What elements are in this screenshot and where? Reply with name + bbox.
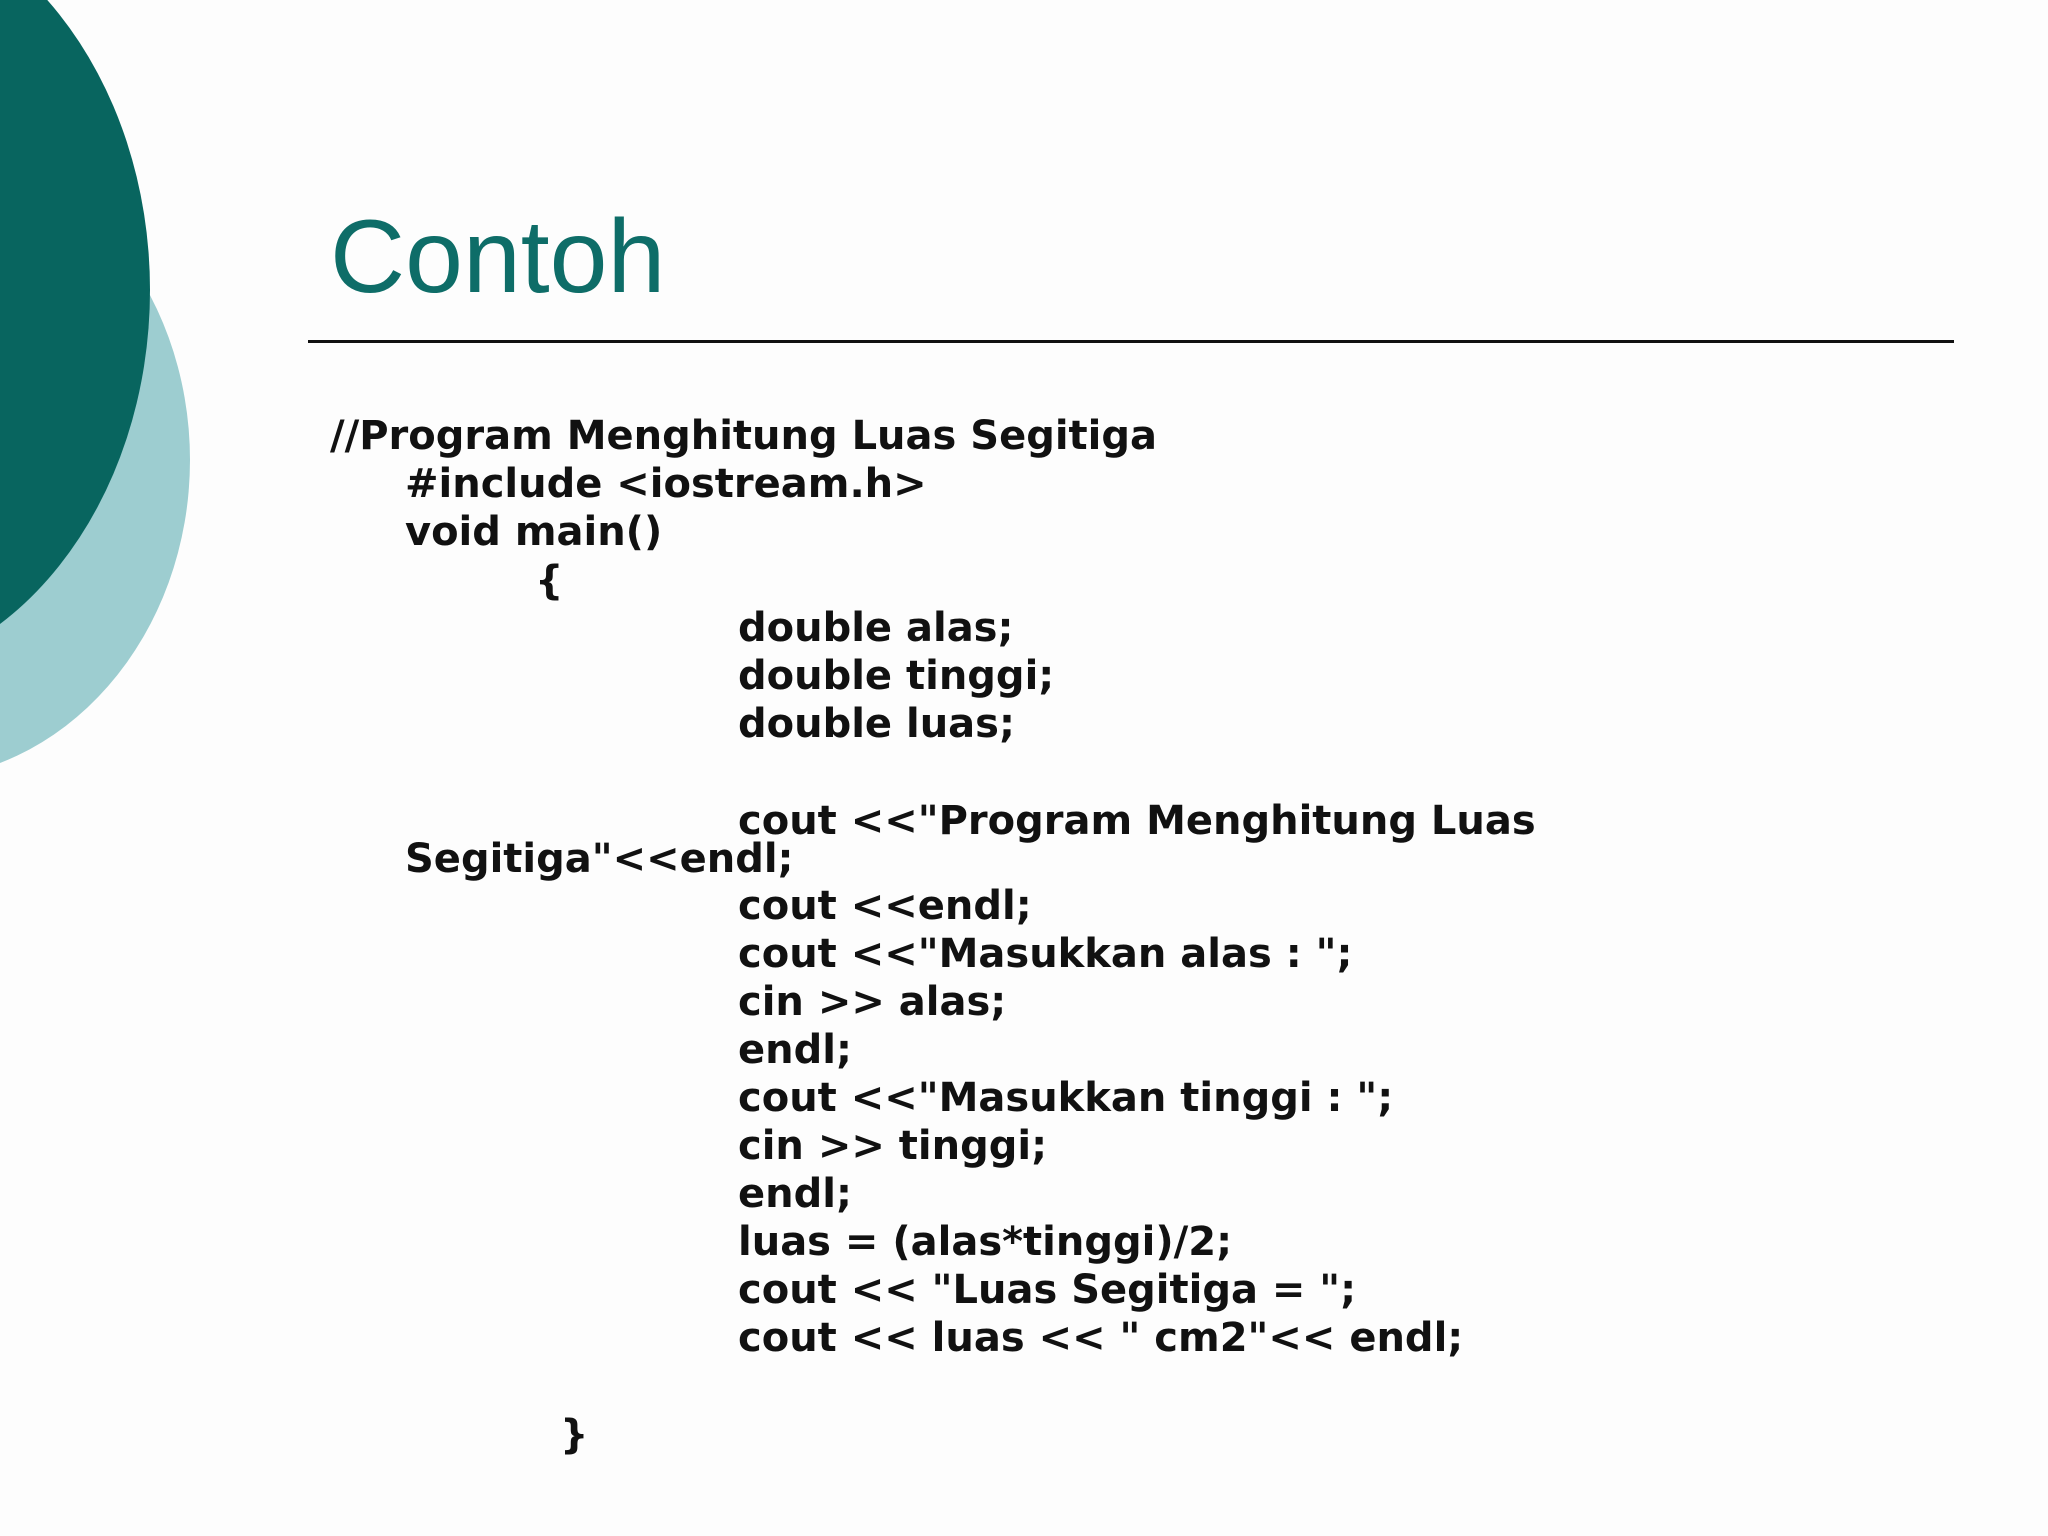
code-line-result-value: cout << luas << " cm2"<< endl; bbox=[738, 1315, 1464, 1361]
code-open-brace: { bbox=[535, 558, 564, 604]
code-line-cin-alas: cin >> alas; bbox=[738, 979, 1007, 1025]
code-line-decl-alas: double alas; bbox=[738, 605, 1014, 651]
code-comment: //Program Menghitung Luas Segitiga bbox=[330, 413, 1157, 459]
code-line-endl-2: endl; bbox=[738, 1171, 852, 1217]
code-line-calc-luas: luas = (alas*tinggi)/2; bbox=[738, 1219, 1233, 1265]
code-close-brace: } bbox=[560, 1412, 589, 1458]
code-line-cout-title-wrap: Segitiga"<<endl; bbox=[405, 836, 794, 882]
code-line-result-label: cout << "Luas Segitiga = "; bbox=[738, 1267, 1357, 1313]
code-line-decl-luas: double luas; bbox=[738, 701, 1015, 747]
code-main-signature: void main() bbox=[405, 509, 663, 555]
code-line-endl-1: endl; bbox=[738, 1027, 852, 1073]
code-include: #include <iostream.h> bbox=[405, 461, 927, 507]
code-line-prompt-alas: cout <<"Masukkan alas : "; bbox=[738, 931, 1353, 977]
code-line-prompt-tinggi: cout <<"Masukkan tinggi : "; bbox=[738, 1075, 1394, 1121]
code-line-cout-endl: cout <<endl; bbox=[738, 883, 1032, 929]
code-line-decl-tinggi: double tinggi; bbox=[738, 653, 1055, 699]
code-line-cin-tinggi: cin >> tinggi; bbox=[738, 1123, 1048, 1169]
slide-title: Contoh bbox=[330, 199, 666, 315]
code-line-cout-title: cout <<"Program Menghitung Luas bbox=[738, 798, 1536, 844]
